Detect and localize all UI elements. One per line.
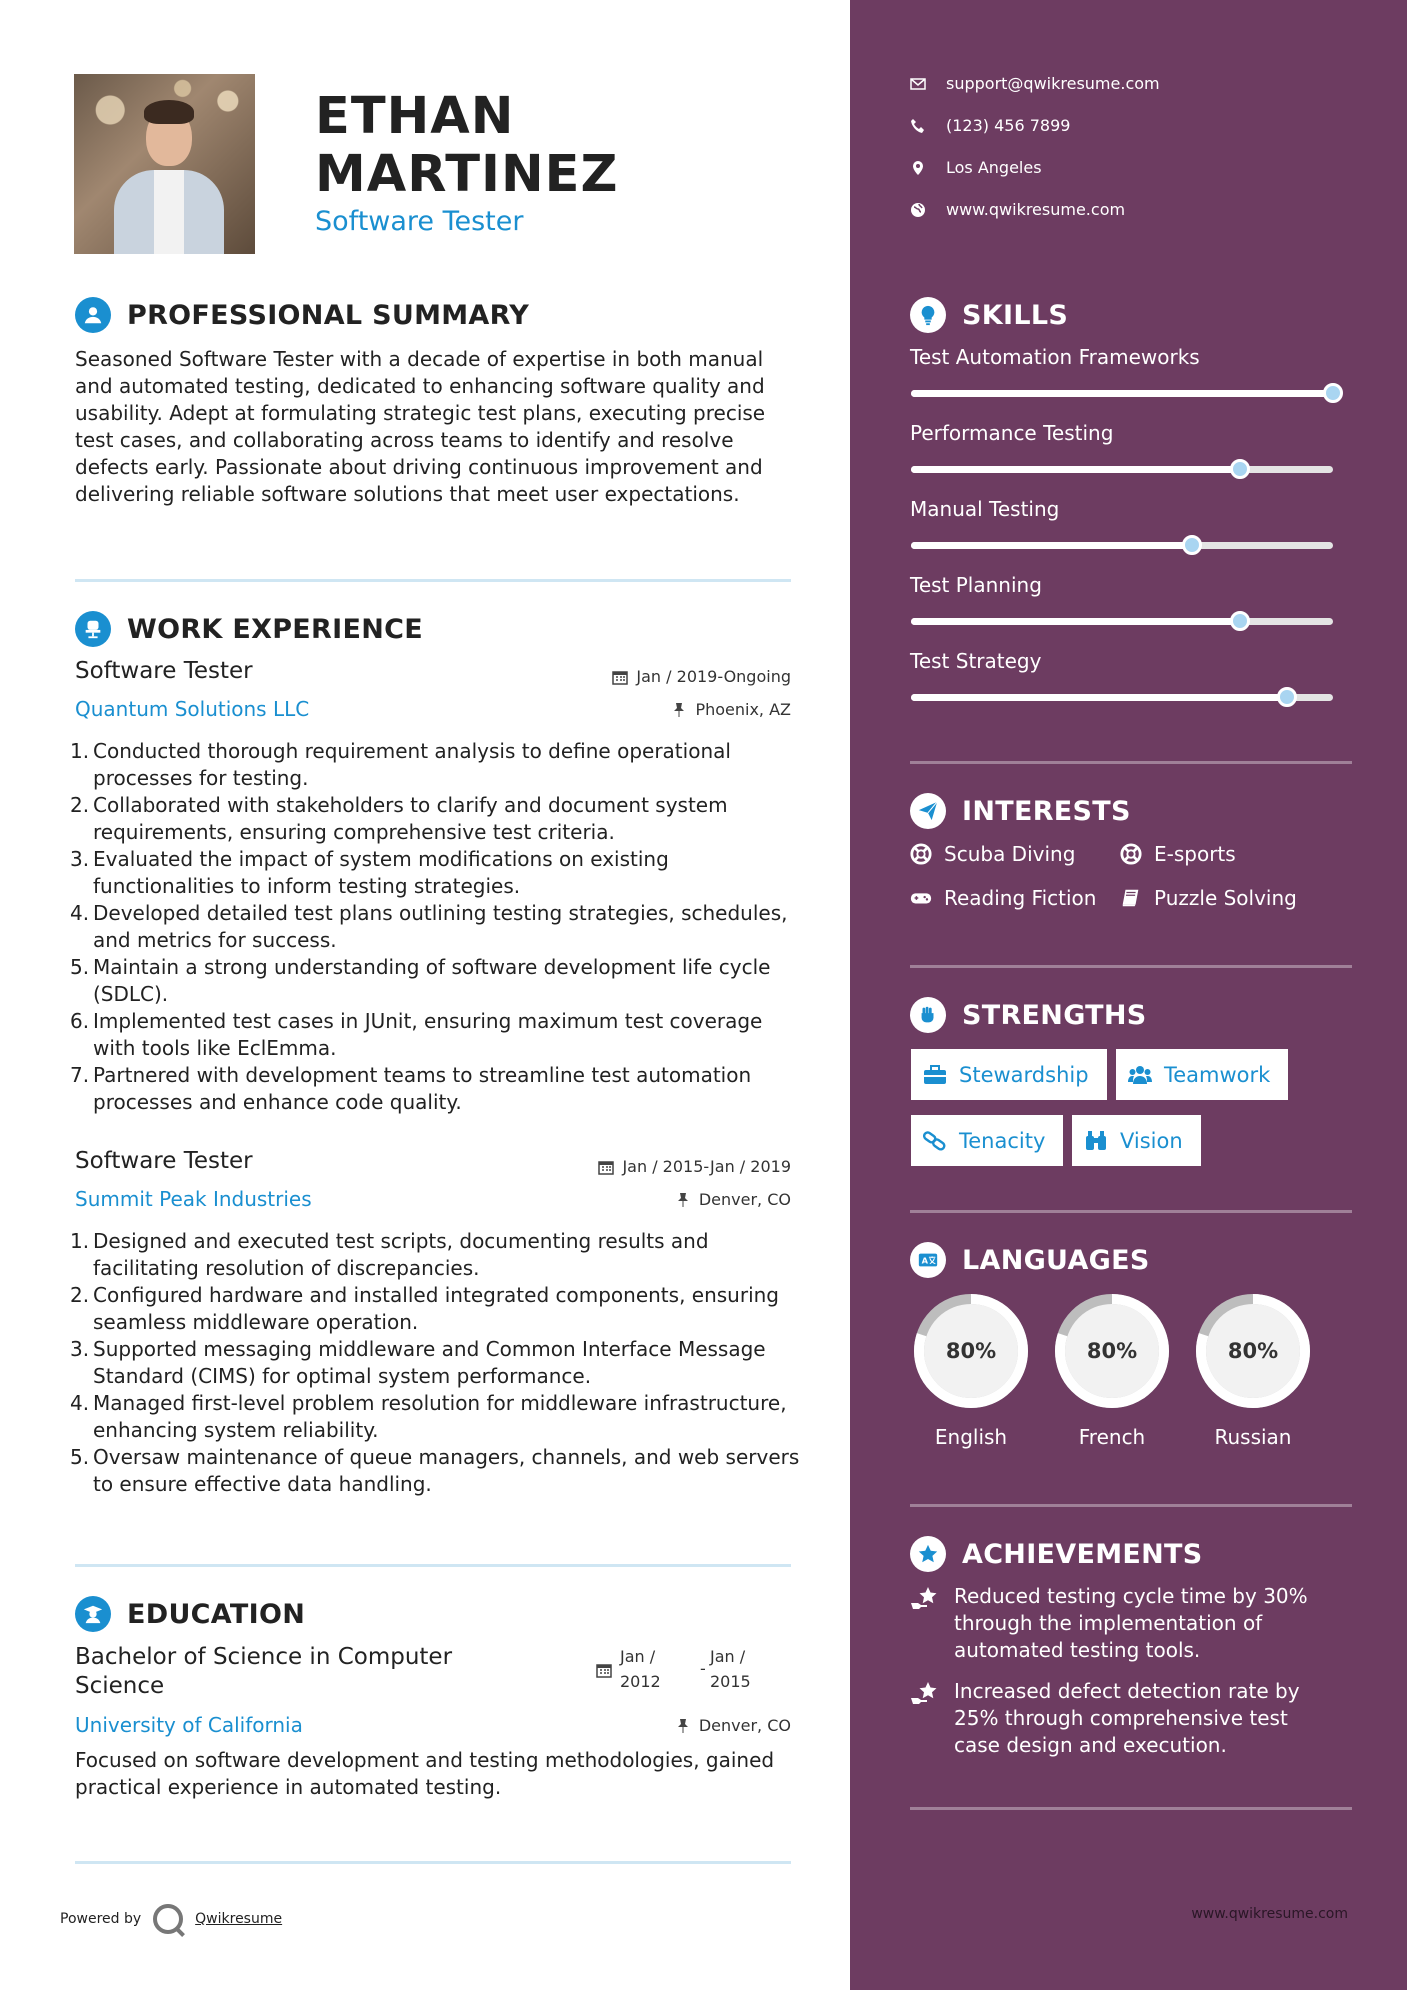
strengths-heading (910, 997, 1147, 1033)
star-hand-icon (910, 1585, 942, 1613)
education-location-text: Denver, CO (698, 1716, 791, 1735)
profile-photo (74, 74, 255, 254)
job-location-text: Denver, CO (698, 1190, 791, 1209)
job-location (675, 1190, 791, 1209)
calendar-icon (596, 1662, 612, 1678)
briefcase-chair-icon (75, 611, 111, 647)
interest-item (1120, 886, 1297, 910)
job-bullet (70, 1336, 800, 1390)
job-bullet (70, 954, 800, 1008)
date-part: 2012 (620, 1672, 661, 1691)
language-ring (1192, 1290, 1314, 1412)
degree-line: Bachelor of Science in Computer (75, 1644, 453, 1670)
skill-label: Manual Testing (910, 497, 1060, 521)
bullet-number: 7. (70, 1063, 90, 1087)
language-percent: 80% (1086, 1339, 1138, 1363)
skill-bar-knob (1323, 383, 1343, 403)
interest-label: Scuba Diving (944, 842, 1076, 866)
bullet-number: 1. (70, 739, 90, 763)
bullet-text: Oversaw maintenance of queue managers, channels, and web servers to ensure effective data handling. (93, 1445, 800, 1496)
job-bullet (70, 792, 800, 846)
degree-line: Science (75, 1673, 165, 1699)
first-name: ETHAN (315, 87, 515, 146)
skill-label: Test Strategy (910, 649, 1042, 673)
job-bullet (70, 1282, 800, 1336)
skill-bar-knob (1230, 459, 1250, 479)
binoculars-icon (1084, 1130, 1108, 1152)
star-badge-icon (910, 1536, 946, 1572)
experience-heading (75, 611, 423, 647)
contact-location (910, 158, 1042, 177)
job-date (612, 667, 791, 686)
job-company: Summit Peak Industries (75, 1187, 312, 1211)
strength-tag (1072, 1115, 1201, 1166)
job-company: Quantum Solutions LLC (75, 697, 310, 721)
bullet-text: Supported messaging middleware and Common Interface Message Standard (CIMS) for optimal system performance. (93, 1337, 766, 1388)
bullet-text: Conducted thorough requirement analysis to define operational processes for testing. (93, 739, 731, 790)
skills-title: SKILLS (962, 299, 1069, 331)
achievements-heading (910, 1536, 1203, 1572)
graduate-icon (75, 1596, 111, 1632)
sidebar-divider (910, 1807, 1352, 1810)
pin-icon (675, 1192, 691, 1208)
section-divider (75, 579, 791, 582)
life-ring-icon (910, 843, 932, 865)
phone-icon (910, 118, 926, 134)
svg-text:A: A (921, 1255, 929, 1266)
job-location (671, 700, 791, 719)
language-ring (1051, 1290, 1173, 1412)
job-bullet (70, 738, 800, 792)
powered-by-label: Powered by (60, 1911, 142, 1927)
education-description: Focused on software development and testing methodologies, gained practical experience in automated testing. (75, 1748, 775, 1799)
skill-bar (911, 542, 1333, 549)
education-end-date (710, 1644, 751, 1694)
contact-website[interactable] (910, 200, 1125, 219)
paper-plane-icon (910, 793, 946, 829)
skill-bar-fill (911, 542, 1192, 549)
website-text: www.qwikresume.com (946, 200, 1126, 219)
bullet-text: Developed detailed test plans outlining testing strategies, schedules, and metrics for success. (93, 901, 788, 952)
language-name: Russian (1214, 1425, 1292, 1449)
languages-title: LANGUAGES (962, 1244, 1150, 1276)
bullet-number: 5. (70, 1445, 90, 1469)
bullet-text: Evaluated the impact of system modifications on existing functionalities to inform testing strategies. (93, 847, 669, 898)
language-name: French (1078, 1425, 1146, 1449)
achievement-item (910, 1583, 1340, 1664)
education-start-date (620, 1644, 661, 1694)
pin-icon (675, 1718, 691, 1734)
interest-item (910, 886, 1096, 910)
language-percent: 80% (1227, 1339, 1279, 1363)
interests-heading (910, 793, 1131, 829)
users-icon (1128, 1064, 1152, 1086)
achievements-title: ACHIEVEMENTS (962, 1538, 1203, 1570)
skill-bar-fill (911, 694, 1287, 701)
bullet-text: Implemented test cases in JUnit, ensuring maximum test coverage with tools like EclEmma. (93, 1009, 763, 1060)
email-text: support@qwikresume.com (946, 74, 1160, 93)
job-date-text: Jan / 2015-Jan / 2019 (622, 1157, 791, 1176)
bullet-number: 3. (70, 1337, 90, 1361)
sidebar-divider (910, 1210, 1352, 1213)
lightbulb-icon (910, 297, 946, 333)
sidebar (850, 0, 1407, 1990)
sidebar-divider (910, 761, 1352, 764)
date-dash: - (700, 1659, 706, 1678)
job-title: Software Tester (75, 1148, 253, 1174)
job-bullet (70, 846, 800, 900)
interest-label: E-sports (1154, 842, 1236, 866)
skill-label: Test Automation Frameworks (910, 345, 1200, 369)
location-text: Los Angeles (946, 158, 1042, 177)
strength-tag (911, 1115, 1063, 1166)
job-location-text: Phoenix, AZ (695, 700, 791, 719)
skill-label: Test Planning (910, 573, 1042, 597)
job-bullets (70, 738, 800, 1116)
sidebar-divider (910, 1504, 1352, 1507)
sidebar-divider (910, 965, 1352, 968)
interest-label: Reading Fiction (944, 886, 1097, 910)
experience-title: WORK EXPERIENCE (127, 613, 423, 645)
interest-item (1120, 842, 1236, 866)
candidate-name (315, 88, 618, 204)
skill-bar (911, 466, 1333, 473)
job-bullets (70, 1228, 800, 1498)
skill-bar-fill (911, 390, 1333, 397)
language-name: English (934, 1425, 1008, 1449)
job-title: Software Tester (75, 658, 253, 684)
strength-label: Vision (1120, 1128, 1183, 1153)
interest-label: Puzzle Solving (1154, 886, 1297, 910)
skill-bar (911, 390, 1333, 397)
bullet-text: Managed first-level problem resolution for middleware infrastructure, enhancing system reliability. (93, 1391, 787, 1442)
skill-bar (911, 618, 1333, 625)
skill-bar (911, 694, 1333, 701)
date-part: 2015 (710, 1672, 751, 1691)
skills-heading (910, 297, 1068, 333)
strength-label: Tenacity (959, 1128, 1046, 1153)
achievement-text: Reduced testing cycle time by 30% through the implementation of automated testing tools. (954, 1584, 1308, 1662)
candidate-role: Software Tester (315, 206, 524, 237)
bullet-number: 3. (70, 847, 90, 871)
life-ring-icon (1120, 843, 1142, 865)
calendar-icon (612, 669, 628, 685)
fist-icon (910, 997, 946, 1033)
strength-label: Stewardship (959, 1062, 1089, 1087)
skill-label: Performance Testing (910, 421, 1114, 445)
achievement-text: Increased defect detection rate by 25% through comprehensive test case design and execution. (954, 1679, 1300, 1757)
skill-bar-fill (911, 466, 1240, 473)
skill-bar-knob (1182, 535, 1202, 555)
bullet-text: Collaborated with stakeholders to clarify and document system requirements, ensuring comprehensive test criteria. (93, 793, 728, 844)
job-date-text: Jan / 2019-Ongoing (636, 667, 791, 686)
skill-bar-knob (1277, 687, 1297, 707)
achievement-item (910, 1678, 1340, 1759)
bullet-text: Configured hardware and installed integrated components, ensuring seamless middleware operation. (93, 1283, 780, 1334)
star-hand-icon (910, 1680, 942, 1708)
job-bullet (70, 1062, 800, 1116)
bullet-number: 5. (70, 955, 90, 979)
strength-tag (911, 1049, 1107, 1100)
summary-heading (75, 297, 529, 333)
bullet-number: 4. (70, 901, 90, 925)
qwikresume-logo-icon (153, 1904, 183, 1934)
contact-phone[interactable] (910, 116, 1070, 135)
date-part: Jan / (710, 1647, 746, 1666)
bullet-number: 1. (70, 1229, 90, 1253)
book-icon (1120, 887, 1142, 909)
skill-bar-knob (1230, 611, 1250, 631)
interest-item (910, 842, 1075, 866)
job-date (598, 1157, 791, 1176)
globe-icon (910, 202, 926, 218)
envelope-icon (910, 76, 926, 92)
section-divider (75, 1564, 791, 1567)
date-part: Jan / (620, 1647, 656, 1666)
powered-by (60, 1904, 282, 1934)
job-bullet (70, 1444, 800, 1498)
bullet-text: Partnered with development teams to streamline test automation processes and enhance code quality. (93, 1063, 752, 1114)
languages-heading (910, 1242, 1150, 1278)
last-name: MARTINEZ (315, 145, 619, 204)
education-location (675, 1716, 791, 1735)
language-percent: 80% (945, 1339, 997, 1363)
footer-url[interactable]: www.qwikresume.com (1191, 1906, 1348, 1922)
summary-title: PROFESSIONAL SUMMARY (127, 299, 530, 331)
contact-email[interactable] (910, 74, 1160, 93)
strength-label: Teamwork (1164, 1062, 1271, 1087)
strength-tag (1116, 1049, 1288, 1100)
map-marker-icon (910, 160, 926, 176)
job-bullet (70, 1228, 800, 1282)
calendar-icon (598, 1159, 614, 1175)
briefcase-icon (923, 1064, 947, 1086)
qwikresume-link[interactable]: Qwikresume (195, 1911, 283, 1927)
language-icon (910, 1242, 946, 1278)
job-bullet (70, 1008, 800, 1062)
education-title: EDUCATION (127, 1598, 306, 1630)
interests-title: INTERESTS (962, 795, 1131, 827)
bullet-text: Designed and executed test scripts, documenting results and facilitating resolution of discrepancies. (93, 1229, 709, 1280)
bullet-number: 2. (70, 1283, 90, 1307)
bullet-text: Maintain a strong understanding of software development life cycle (SDLC). (93, 955, 771, 1006)
strengths-title: STRENGTHS (962, 999, 1147, 1031)
pin-icon (671, 702, 687, 718)
gamepad-icon (910, 887, 932, 909)
bullet-number: 6. (70, 1009, 90, 1033)
bullet-number: 4. (70, 1391, 90, 1415)
section-divider (75, 1861, 791, 1864)
degree (75, 1643, 452, 1701)
job-bullet (70, 1390, 800, 1444)
job-bullet (70, 900, 800, 954)
bullet-number: 2. (70, 793, 90, 817)
user-icon (75, 297, 111, 333)
summary-text: Seasoned Software Tester with a decade of expertise in both manual and automated testing, dedicated to enhancing software quality and usability. Adept at formulating strategic test plans, executing precise test cases, and collaborating across teams to identify and resolve defects early. Passionate about driving continuous improvement and delivering reliable software solutions that meet user expectations. (75, 347, 766, 506)
language-ring (910, 1290, 1032, 1412)
education-heading (75, 1596, 305, 1632)
link-icon (923, 1130, 947, 1152)
phone-text: (123) 456 7899 (946, 116, 1071, 135)
skill-bar-fill (911, 618, 1240, 625)
school: University of California (75, 1713, 303, 1737)
